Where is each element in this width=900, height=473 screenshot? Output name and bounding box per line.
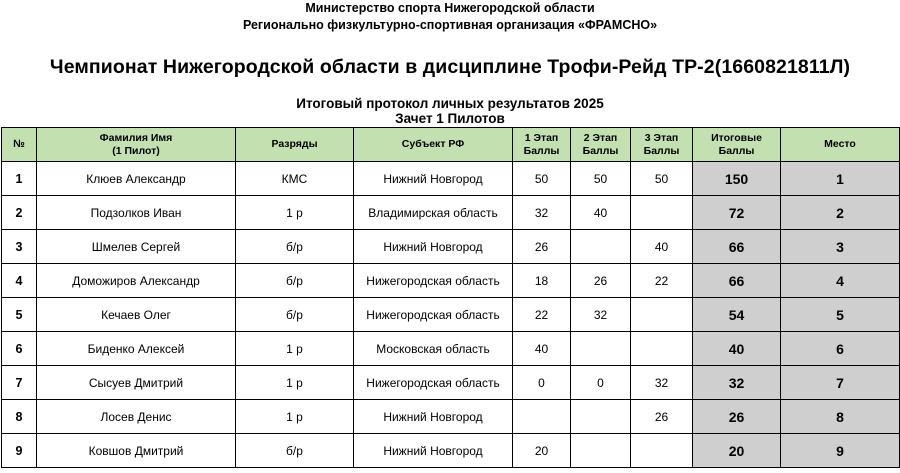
cell-stage2 (571, 434, 631, 468)
cell-stage2 (571, 332, 631, 366)
cell-name: Подзолков Иван (37, 196, 236, 230)
table-row (2, 366, 900, 400)
cell-stage1: 32 (513, 196, 571, 230)
cell-num: 9 (2, 434, 37, 468)
cell-name: Ковшов Дмитрий (37, 434, 236, 468)
cell-stage2: 26 (571, 264, 631, 298)
cell-rank: б/р (236, 298, 354, 332)
protocol-title: Итоговый протокол личных результатов 2025 (296, 96, 604, 111)
cell-total: 66 (693, 230, 781, 264)
cell-place: 7 (781, 366, 900, 400)
cell-place: 8 (781, 400, 900, 434)
cell-rank: б/р (236, 230, 354, 264)
table-row (2, 298, 900, 332)
cell-rank: 1 р (236, 366, 354, 400)
cell-stage2: 0 (571, 366, 631, 400)
cell-stage1: 26 (513, 230, 571, 264)
cell-region: Нижний Новгород (354, 434, 513, 468)
table-row (2, 264, 900, 298)
cell-num: 7 (2, 366, 37, 400)
header-total-line1: Итоговые (711, 131, 762, 144)
header-stage1 (513, 128, 571, 162)
cell-place: 5 (781, 298, 900, 332)
cell-rank: 1 р (236, 332, 354, 366)
header-name (37, 128, 236, 162)
results-table (1, 127, 900, 468)
cell-num: 8 (2, 400, 37, 434)
ministry-title: Министерство спорта Нижегородской области (305, 1, 595, 15)
header-stage3-line2: Баллы (643, 144, 680, 157)
cell-rank: б/р (236, 434, 354, 468)
cell-total: 26 (693, 400, 781, 434)
cell-name: Шмелев Сергей (37, 230, 236, 264)
table-row (2, 230, 900, 264)
cell-place: 4 (781, 264, 900, 298)
cell-stage2: 40 (571, 196, 631, 230)
cell-region: Нижний Новгород (354, 400, 513, 434)
header-stage2-line2: Баллы (582, 144, 619, 157)
cell-place: 3 (781, 230, 900, 264)
cell-name: Биденко Алексей (37, 332, 236, 366)
cell-num: 5 (2, 298, 37, 332)
cell-name: Клюев Александр (37, 162, 236, 196)
header-region: Субъект РФ (354, 128, 513, 162)
cell-stage2: 32 (571, 298, 631, 332)
cell-stage3: 22 (631, 264, 693, 298)
cell-stage2 (571, 230, 631, 264)
header-stage3 (631, 128, 693, 162)
cell-rank: КМС (236, 162, 354, 196)
header-total-line2: Баллы (718, 144, 755, 157)
cell-rank: 1 р (236, 400, 354, 434)
cell-name: Сысуев Дмитрий (37, 366, 236, 400)
header-stage3-line1: 3 Этап (644, 131, 679, 144)
cell-stage3: 32 (631, 366, 693, 400)
cell-stage1 (513, 400, 571, 434)
cell-region: Нижний Новгород (354, 230, 513, 264)
cell-stage1: 50 (513, 162, 571, 196)
cell-stage1: 0 (513, 366, 571, 400)
header-stage2 (571, 128, 631, 162)
cell-rank: б/р (236, 264, 354, 298)
table-row (2, 162, 900, 196)
cell-total: 72 (693, 196, 781, 230)
cell-region: Нижегородская область (354, 264, 513, 298)
cell-stage2: 50 (571, 162, 631, 196)
cell-stage1: 18 (513, 264, 571, 298)
cell-num: 1 (2, 162, 37, 196)
cell-stage2 (571, 400, 631, 434)
cell-num: 2 (2, 196, 37, 230)
cell-total: 20 (693, 434, 781, 468)
championship-title: Чемпионат Нижегородской области в дисциплине Трофи-Рейд ТР-2(1660821811Л) (49, 56, 851, 78)
cell-stage3 (631, 298, 693, 332)
cell-stage3 (631, 196, 693, 230)
cell-name: Лосев Денис (37, 400, 236, 434)
cell-name: Доможиров Александр (37, 264, 236, 298)
cell-name: Кечаев Олег (37, 298, 236, 332)
table-row (2, 434, 900, 468)
cell-stage3: 40 (631, 230, 693, 264)
cell-stage3 (631, 332, 693, 366)
cell-total: 150 (693, 162, 781, 196)
cell-num: 3 (2, 230, 37, 264)
cell-total: 40 (693, 332, 781, 366)
cell-stage3: 26 (631, 400, 693, 434)
cell-total: 54 (693, 298, 781, 332)
header-stage1-line1: 1 Этап (524, 131, 559, 144)
cell-num: 6 (2, 332, 37, 366)
cell-total: 32 (693, 366, 781, 400)
header-stage2-line1: 2 Этап (583, 131, 618, 144)
cell-place: 6 (781, 332, 900, 366)
cell-total: 66 (693, 264, 781, 298)
organization-title: Регионально физкультурно-спортивная организация «ФРАМСНО» (242, 18, 658, 32)
cell-region: Нижегородская область (354, 298, 513, 332)
cell-place: 2 (781, 196, 900, 230)
header-num: № (2, 128, 37, 162)
cell-region: Московская область (354, 332, 513, 366)
table-row (2, 196, 900, 230)
table-row (2, 332, 900, 366)
cell-stage1: 40 (513, 332, 571, 366)
cell-stage3 (631, 434, 693, 468)
header-rank: Разряды (236, 128, 354, 162)
header-name-line1: Фамилия Имя (99, 131, 173, 144)
cell-place: 9 (781, 434, 900, 468)
cell-region: Нижегородская область (354, 366, 513, 400)
cell-rank: 1 р (236, 196, 354, 230)
header-row (2, 128, 900, 162)
header-stage1-line2: Баллы (523, 144, 560, 157)
cell-region: Владимирская область (354, 196, 513, 230)
table-row (2, 400, 900, 434)
cell-place: 1 (781, 162, 900, 196)
header-name-line2: (1 Пилот) (112, 144, 160, 157)
cell-stage1: 20 (513, 434, 571, 468)
cell-region: Нижний Новгород (354, 162, 513, 196)
cell-stage1: 22 (513, 298, 571, 332)
cell-stage3: 50 (631, 162, 693, 196)
header-total (693, 128, 781, 162)
header-place: Место (781, 128, 900, 162)
category-title: Зачет 1 Пилотов (395, 112, 505, 124)
cell-num: 4 (2, 264, 37, 298)
